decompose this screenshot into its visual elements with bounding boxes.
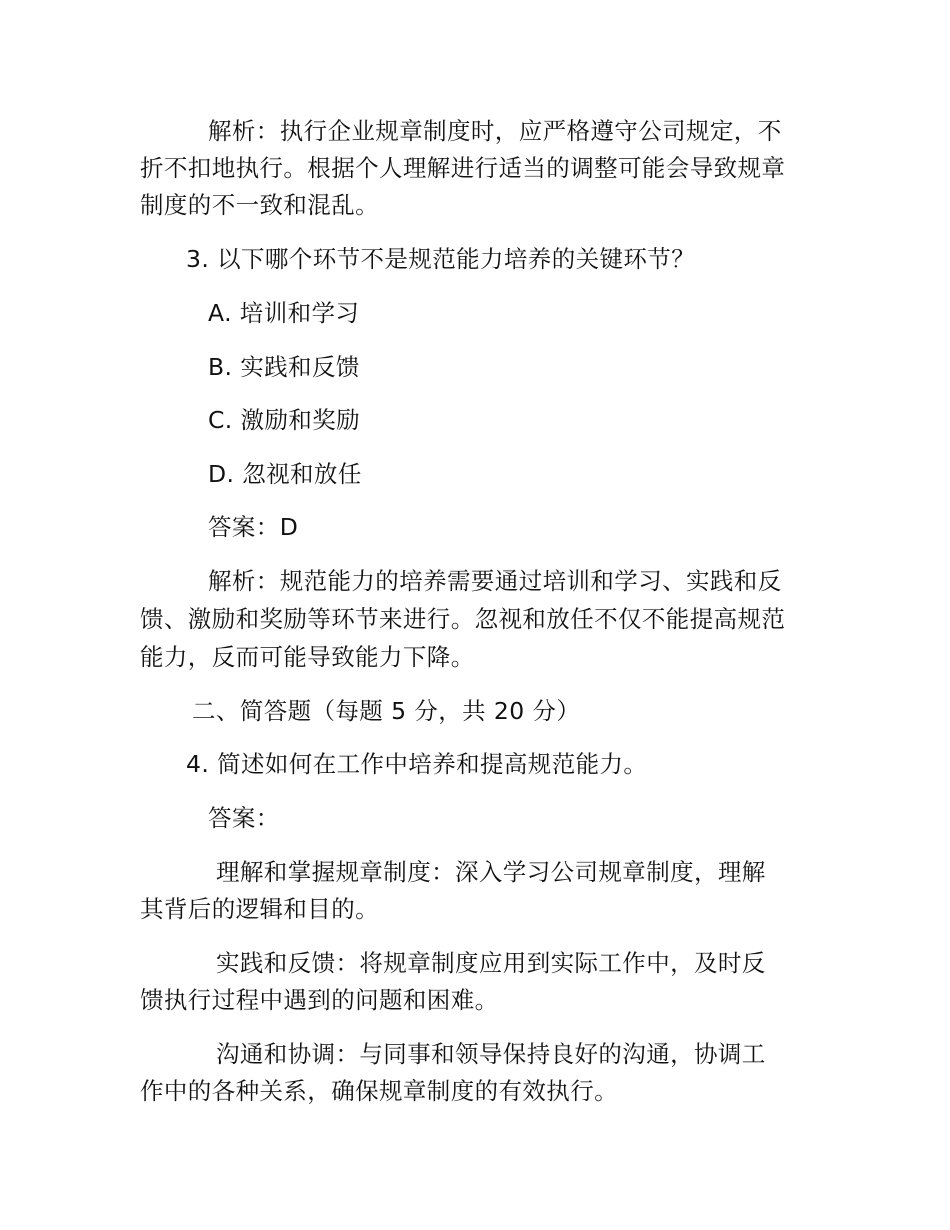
q4-question: 4. 简述如何在工作中培养和提高规范能力。 bbox=[186, 750, 648, 778]
q3-answer: 答案：D bbox=[208, 513, 299, 541]
q3-analysis-line-1: 解析：规范能力的培养需要通过培训和学习、实践和反 bbox=[208, 567, 782, 595]
q3-option-d: D. 忽视和放任 bbox=[208, 460, 362, 488]
q4-point-1-line-1: 理解和掌握规章制度：深入学习公司规章制度，理解 bbox=[216, 858, 766, 886]
q4-point-1-line-2: 其背后的逻辑和目的。 bbox=[140, 895, 379, 923]
q4-point-3-line-1: 沟通和协调：与同事和领导保持良好的沟通，协调工 bbox=[216, 1040, 766, 1068]
q3-option-b: B. 实践和反馈 bbox=[208, 353, 360, 381]
q3-option-a: A. 培训和学习 bbox=[208, 299, 360, 327]
q4-point-2-line-1: 实践和反馈：将规章制度应用到实际工作中，及时反 bbox=[216, 949, 766, 977]
q4-answer-label: 答案： bbox=[208, 804, 280, 832]
q2-analysis-line-2: 折不扣地执行。根据个人理解进行适当的调整可能会导致规章 bbox=[140, 154, 786, 182]
q3-analysis-line-2: 馈、激励和奖励等环节来进行。忽视和放任不仅不能提高规范 bbox=[140, 605, 786, 633]
q3-question: 3. 以下哪个环节不是规范能力培养的关键环节？ bbox=[186, 245, 696, 273]
q4-point-3-line-2: 作中的各种关系，确保规章制度的有效执行。 bbox=[140, 1077, 618, 1105]
q4-point-2-line-2: 馈执行过程中遇到的问题和困难。 bbox=[140, 986, 499, 1014]
q3-option-c: C. 激励和奖励 bbox=[208, 406, 361, 434]
q3-analysis-line-3: 能力，反而可能导致能力下降。 bbox=[140, 643, 475, 671]
section-heading: 二、简答题（每题 5 分，共 20 分） bbox=[192, 697, 581, 725]
q2-analysis-line-1: 解析：执行企业规章制度时，应严格遵守公司规定，不 bbox=[208, 117, 782, 145]
q2-analysis-line-3: 制度的不一致和混乱。 bbox=[140, 191, 379, 219]
